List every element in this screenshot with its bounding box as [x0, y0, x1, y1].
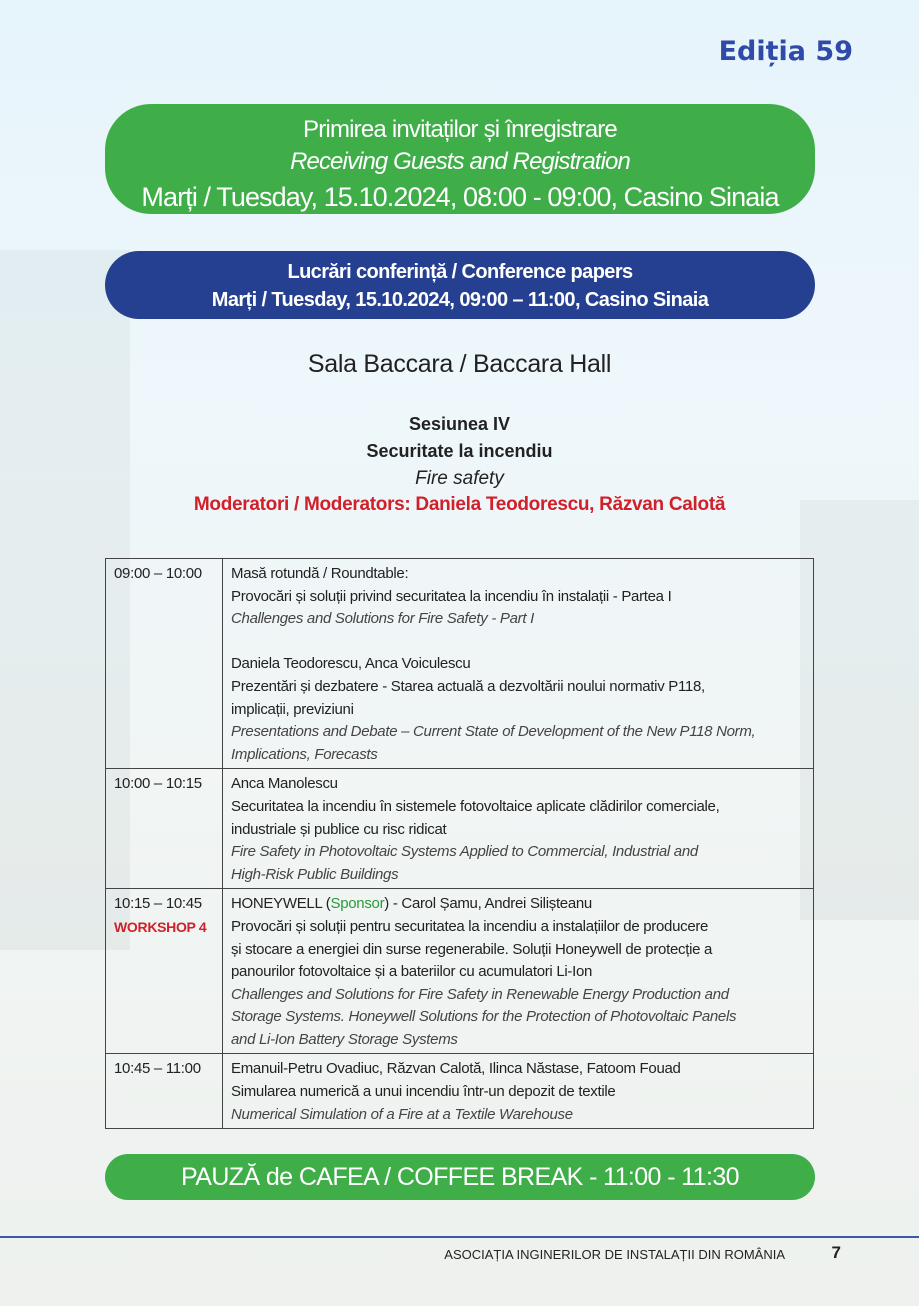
text-line: industriale și publice cu risc ridicat — [231, 820, 447, 838]
time-slot: 09:00 – 10:00 — [114, 565, 202, 582]
text-line: Securitatea la incendiu în sistemele fotovoltaice aplicate clădirilor comerciale, — [231, 797, 720, 815]
text-line: Simularea numerică a unui incendiu într-un depozit de textile — [231, 1083, 616, 1101]
text-line: Prezentări și dezbatere - Starea actuală a dezvoltării noului normativ P118, — [231, 677, 705, 695]
text-line: Emanuil-Petru Ovadiuc, Răzvan Calotă, Ilinca Năstase, Fatoom Fouad — [231, 1060, 681, 1078]
time-cell — [106, 1054, 223, 1129]
text-line: implicații, previziuni — [231, 700, 354, 718]
hall-title: Sala Baccara / Baccara Hall — [307, 350, 612, 378]
session-moderators: Moderatori / Moderators: Daniela Teodorescu, Răzvan Calotă — [193, 494, 726, 515]
content-cell — [223, 889, 814, 1054]
time-cell — [106, 559, 223, 769]
papers-banner — [105, 251, 815, 319]
sponsor-post: ) - Carol Șamu, Andrei Silișteanu — [384, 895, 592, 913]
registration-title-en: Receiving Guests and Registration — [290, 148, 630, 175]
english-line: Challenges and Solutions for Fire Safety - Part I — [231, 610, 534, 628]
schedule-row — [106, 1054, 814, 1129]
text-line — [231, 631, 813, 654]
session-title-en: Fire safety — [415, 468, 504, 489]
footer-divider — [0, 1236, 919, 1238]
sponsor-line — [231, 893, 813, 916]
text-line: Daniela Teodorescu, Anca Voiculescu — [231, 655, 471, 673]
coffee-break-banner: PAUZĂ de CAFEA / COFFEE BREAK - 11:00 - 11:30 — [105, 1154, 815, 1200]
sponsor-word: Sponsor — [330, 895, 385, 913]
schedule-row — [106, 769, 814, 889]
time-slot: 10:15 – 10:45 — [114, 895, 202, 913]
english-line: Storage Systems. Honeywell Solutions for the Protection of Photovoltaic Panels — [231, 1008, 737, 1026]
english-line: Presentations and Debate – Current State of Development of the New P118 Norm, — [231, 723, 756, 741]
text-line: Masă rotundă / Roundtable: — [231, 565, 409, 582]
content-cell — [223, 769, 814, 889]
time-slot: 10:00 – 10:15 — [114, 775, 202, 793]
registration-title-ro: Primirea invitaților și înregistrare — [303, 116, 617, 143]
background-building — [800, 500, 919, 920]
text-line: panourilor fotovoltaice și a bateriilor cu acumulatori Li-Ion — [231, 963, 593, 981]
content-cell — [223, 559, 814, 769]
papers-title: Lucrări conferință / Conference papers — [287, 261, 633, 283]
english-line: Numerical Simulation of a Fire at a Textile Warehouse — [231, 1105, 573, 1123]
text-line: Anca Manolescu — [231, 775, 338, 793]
text-line: Provocări și soluții privind securitatea la incendiu în instalații - Partea I — [231, 587, 672, 605]
english-line: Fire Safety in Photovoltaic Systems Applied to Commercial, Industrial and — [231, 843, 698, 861]
session-title-ro: Securitate la incendiu — [366, 441, 553, 461]
time-cell — [106, 769, 223, 889]
sponsor-pre: HONEYWELL ( — [231, 895, 331, 913]
schedule-row — [106, 889, 814, 1054]
edition-label: Ediția 59 — [718, 36, 853, 67]
time-cell — [106, 889, 223, 1054]
registration-banner — [105, 104, 815, 214]
schedule-table — [105, 558, 814, 1129]
english-line: and Li-Ion Battery Storage Systems — [231, 1030, 458, 1048]
text-line: Provocări și soluții pentru securitatea la incendiu a instalațiilor de producere — [231, 917, 709, 935]
english-line: High-Risk Public Buildings — [231, 865, 399, 883]
english-line: Challenges and Solutions for Fire Safety in Renewable Energy Production and — [231, 985, 729, 1003]
content-cell — [223, 1054, 814, 1129]
papers-when: Marți / Tuesday, 15.10.2024, 09:00 – 11:00, Casino Sinaia — [211, 289, 709, 311]
footer-organization: ASOCIAȚIA INGINERILOR DE INSTALAȚII DIN ROMÂNIA — [444, 1247, 785, 1262]
english-line: Implications, Forecasts — [231, 745, 378, 763]
session-number: Sesiunea IV — [408, 414, 511, 434]
text-line: și stocare a energiei din surse regenerabile. Soluții Honeywell de protecție a — [231, 940, 713, 958]
schedule-row — [106, 559, 814, 769]
registration-when: Marți / Tuesday, 15.10.2024, 08:00 - 09:00, Casino Sinaia — [141, 182, 779, 212]
workshop-tag: WORKSHOP 4 — [114, 918, 207, 935]
time-slot: 10:45 – 11:00 — [114, 1060, 201, 1078]
page-number: 7 — [831, 1243, 841, 1262]
